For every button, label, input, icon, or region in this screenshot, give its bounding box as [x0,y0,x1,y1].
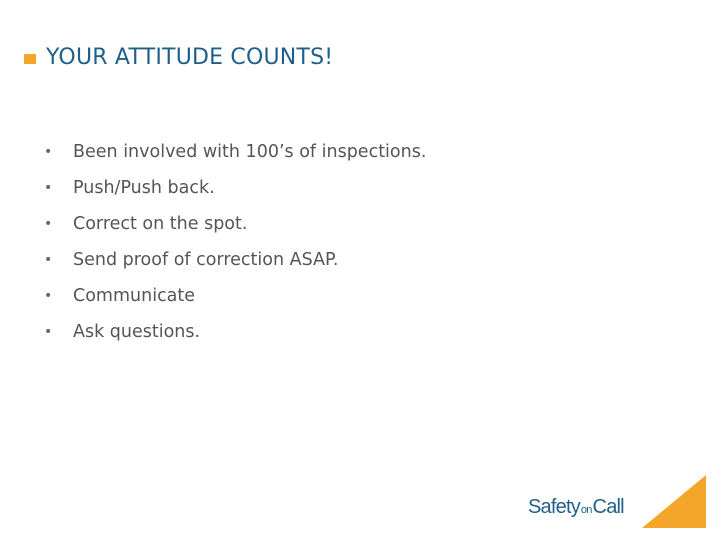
bullet-item [44,242,426,278]
bullet-text: Push/Push back. [73,178,215,198]
bullet-text: Ask questions. [73,322,201,342]
title-row [24,41,333,73]
bullet-list [44,134,426,350]
bullet-icon: • [44,180,53,196]
bullet-text: Communicate [73,286,196,306]
bullet-icon: • [44,144,53,160]
bullet-item [44,206,426,242]
slide-title: YOUR ATTITUDE COUNTS! [46,44,334,70]
safety-on-call-logo [528,496,624,519]
logo-text-safety: Safety [528,496,580,518]
bullet-icon: • [44,324,53,340]
title-marker [24,54,36,64]
logo-text-on: on [580,504,592,516]
bullet-icon: • [44,216,53,232]
bullet-icon: • [44,252,53,268]
bullet-icon: • [44,288,53,304]
corner-triangle-icon [642,475,706,528]
bullet-text: Send proof of correction ASAP. [73,250,339,270]
logo-text-call: Call [592,496,624,518]
bullet-item [44,278,426,314]
bullet-item [44,314,426,350]
bullet-item [44,170,426,206]
bullet-text: Been involved with 100’s of inspections. [73,142,427,162]
bullet-text: Correct on the spot. [73,214,248,234]
bullet-item [44,134,426,170]
